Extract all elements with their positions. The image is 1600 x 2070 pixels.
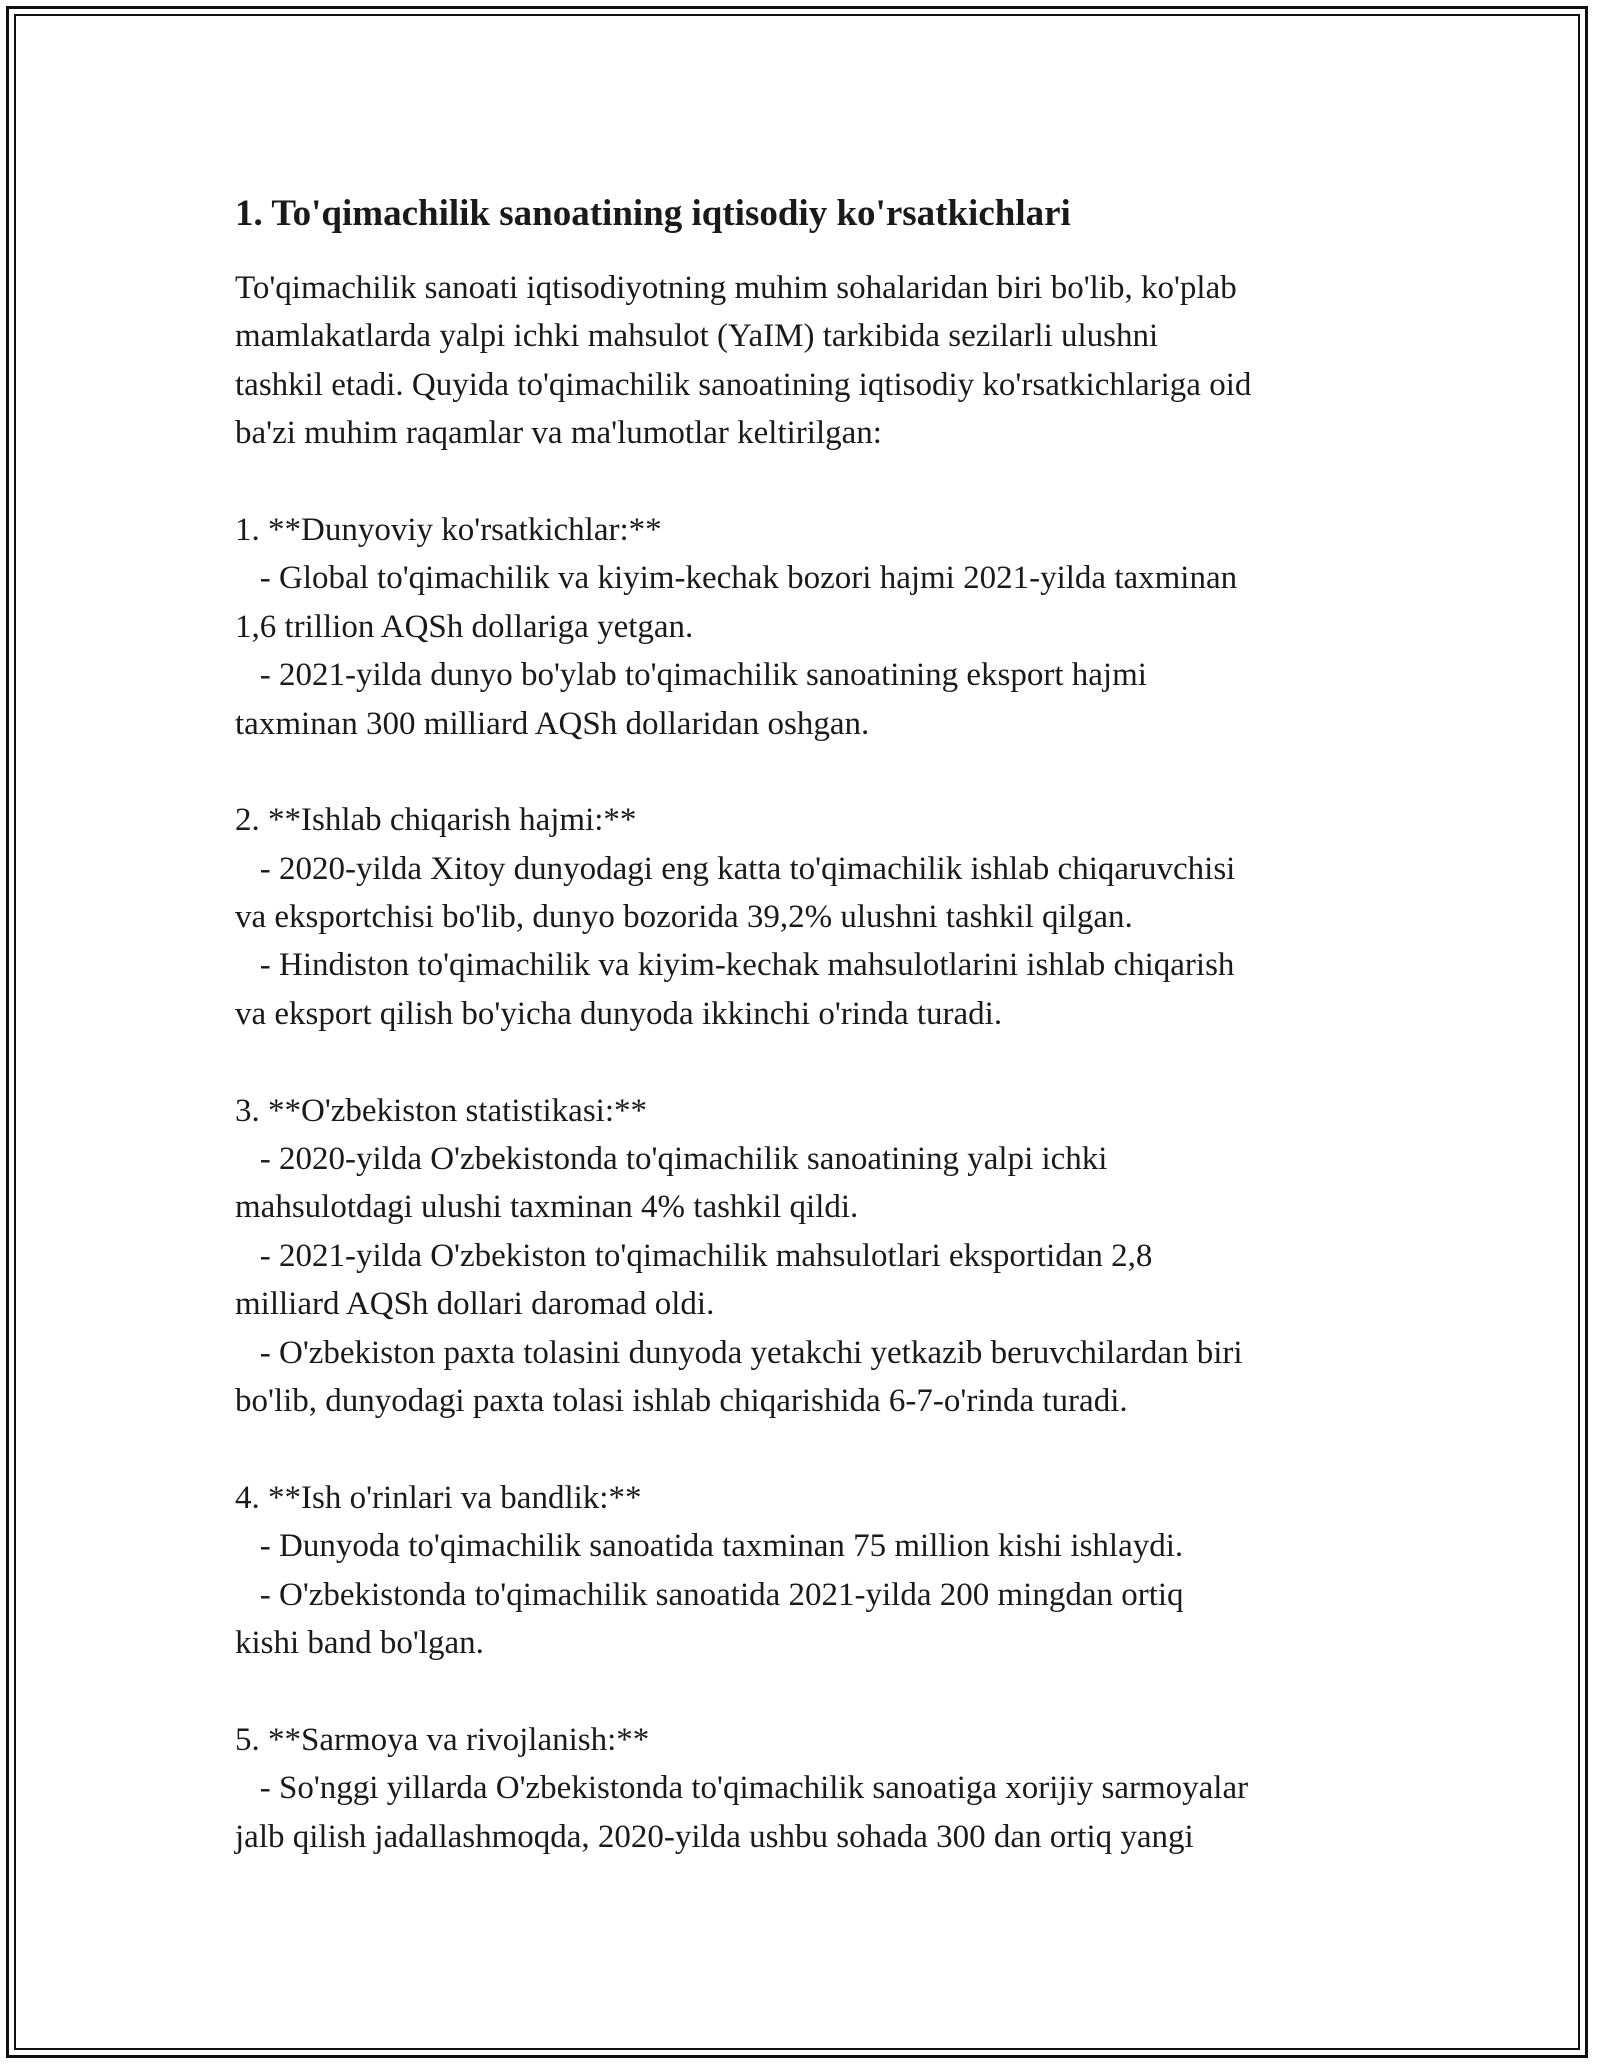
text-line: - Global to'qimachilik va kiyim-kechak bozori hajmi 2021-yilda taxminan [235, 560, 1238, 597]
text-line: - 2021-yilda O'zbekiston to'qimachilik mahsulotlari eksportidan 2,8 [235, 1237, 1153, 1274]
text-line: taxminan 300 milliard AQSh dollaridan oshgan. [235, 705, 870, 742]
document-title: 1. To'qimachilik sanoatining iqtisodiy ko'rsatkichlari [235, 193, 1071, 234]
text-line: jalb qilish jadallashmoqda, 2020-yilda ushbu sohada 300 dan ortiq yangi [235, 1818, 1194, 1855]
text-line: To'qimachilik sanoati iqtisodiyotning muhim sohalaridan biri bo'lib, ko'plab [235, 270, 1237, 306]
document-page [235, 186, 1395, 1861]
text-line: 2. **Ishlab chiqarish hajmi:** [235, 802, 637, 839]
blank-line [235, 748, 1395, 796]
text-line: - 2020-yilda Xitoy dunyodagi eng katta to'qimachilik ishlab chiqaruvchisi [235, 850, 1236, 887]
text-line: mahsulotdagi ulushi taxminan 4% tashkil qildi. [235, 1189, 859, 1226]
text-line: tashkil etadi. Quyida to'qimachilik sanoatining iqtisodiy ko'rsatkichlariga oid [235, 366, 1252, 403]
blank-line [235, 1038, 1395, 1086]
blank-line [235, 1667, 1395, 1715]
document-body [235, 264, 1395, 1861]
text-line: - Dunyoda to'qimachilik sanoatida taxminan 75 million kishi ishlaydi. [235, 1528, 1184, 1565]
text-line: - 2020-yilda O'zbekistonda to'qimachilik sanoatining yalpi ichki [235, 1141, 1108, 1178]
text-line: mamlakatlarda yalpi ichki mahsulot (YaIM) tarkibida sezilarli ulushni [235, 318, 1159, 355]
text-line: - So'nggi yillarda O'zbekistonda to'qimachilik sanoatiga xorijiy sarmoyalar [235, 1770, 1249, 1807]
text-line: - O'zbekiston paxta tolasini dunyoda yetakchi yetkazib beruvchilardan biri [235, 1334, 1243, 1371]
blank-line [235, 458, 1395, 506]
text-line: kishi band bo'lgan. [235, 1624, 484, 1661]
text-line: 1. **Dunyoviy ko'rsatkichlar:** [235, 511, 662, 548]
text-line: milliard AQSh dollari daromad oldi. [235, 1286, 715, 1323]
text-line: - O'zbekistonda to'qimachilik sanoatida 2021-yilda 200 mingdan ortiq [235, 1576, 1184, 1613]
text-line: 5. **Sarmoya va rivojlanish:** [235, 1721, 650, 1758]
text-line: ba'zi muhim raqamlar va ma'lumotlar keltirilgan: [235, 415, 882, 452]
text-line: - 2021-yilda dunyo bo'ylab to'qimachilik sanoatining eksport hajmi [235, 657, 1147, 694]
blank-line [235, 1425, 1395, 1473]
text-line: 4. **Ish o'rinlari va bandlik:** [235, 1479, 642, 1516]
text-line: bo'lib, dunyodagi paxta tolasi ishlab chiqarishida 6-7-o'rinda turadi. [235, 1382, 1128, 1419]
text-line: 3. **O'zbekiston statistikasi:** [235, 1092, 648, 1129]
text-line: 1,6 trillion AQSh dollariga yetgan. [235, 608, 694, 645]
text-line: - Hindiston to'qimachilik va kiyim-kechak mahsulotlarini ishlab chiqarish [235, 947, 1235, 984]
text-line: va eksport qilish bo'yicha dunyoda ikkinchi o'rinda turadi. [235, 995, 1003, 1032]
text-line: va eksportchisi bo'lib, dunyo bozorida 39,2% ulushni tashkil qilgan. [235, 899, 1133, 936]
